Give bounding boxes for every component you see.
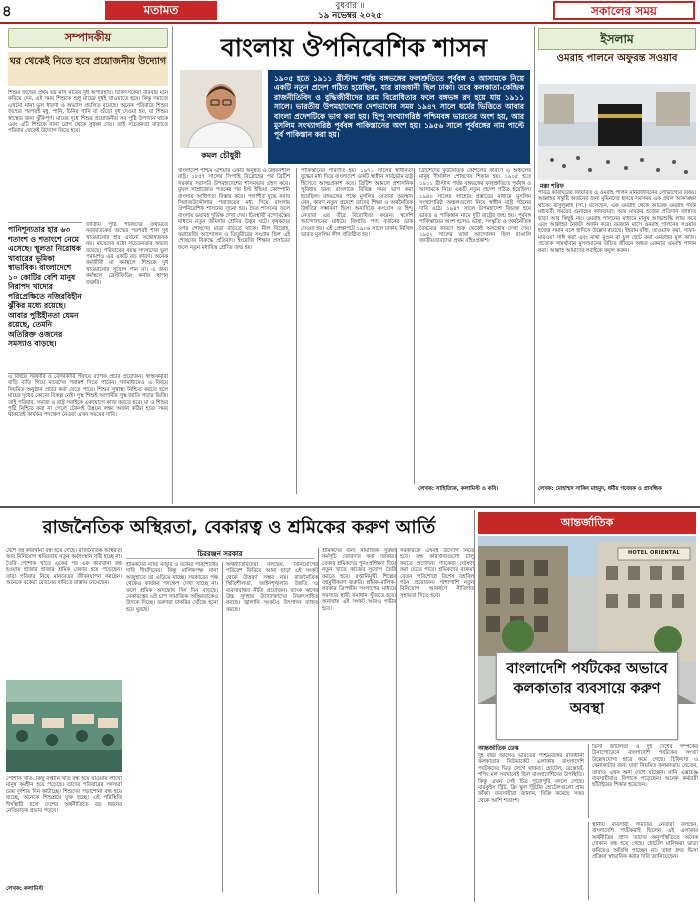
feature-lead-box: ১৯০৫ হতে ১৯১১ খ্রীস্টাব্দ পর্যন্ত বঙ্গভঙ্গের ফলশ্রুতিতে পূর্ববঙ্গ ও আসামকে নিয়ে একটি নতুন প্রদেশ গঠিত হয়েছিল, যার রাজধানী ছিল ঢাকা। তবে কলকাতা-কেন্দ্রিক রাজনীতিবিদ ও বুদ্ধিজীবীদের চরম বিরোধিতার ফলে বঙ্গভঙ্গ রদ হয়ে যায় ১৯১১ সালে। ভারতীয় উপমহাদেশের দেশভাগের সময় ১৯৪৭ সালে ধর্মের ভিত্তিতে আবার বাংলা প্রদেশটিকে ভাগ করা হয়। হিন্দু সংখ্যাগরিষ্ঠ পশ্চিমবঙ্গ ভারতের অংশ হয়, আর মুসলিম সংখ্যাগরিষ্ঠ পূর্ববঙ্গ পাকিস্তানের অংশ হয়। ১৯৫৬ সালে পূর্ববঙ্গের নাম পাল্টে পূর্ব পাকিস্তান করা হয়। [268,70,530,164]
kaaba-icon [538,84,696,180]
issue-day: বুধবার ॥ [335,1,365,11]
labor-author: চিররঞ্জন সরকার [126,548,314,559]
labor-column-4: শ্রমিকদের জন্য সামাজিক সুরক্ষা কর্মসূচি জোরদার করা দরকার। বেকার শ্রমিকদের পুনঃপ্রশিক্ষণ দিয়ে নতুন খাতে কাজের সুযোগ তৈরি করতে হবে। রপ্তানিমুখী শিল্পের বহুমুখীকরণ জরুরি। শ্রমিক-মালিক-সরকার ত্রিপক্ষীয় সংলাপের মাধ্যমে সমস্যার স্থায়ী সমাধান খুঁজতে হবে। অন্যথায় এই সংকট আরও গভীর হবে। [318,548,396,894]
column-divider [474,510,475,902]
author-portrait-icon [180,70,262,148]
editorial-heading: সম্পাদকীয় [8,28,168,48]
feature-author: কমল চৌধুরী [201,151,241,160]
section-divider [0,506,700,508]
islam-footer: লেখক: মোহাম্মদ সাকিব মাহমুদ, ধর্মীয় গবেষক ও প্রাবন্ধিক [538,486,662,492]
hotel-sign-text: HOTEL ORIENTAL [627,550,681,556]
feature-column-1: বাংলাদেশ পশ্চিম এশিয়ার একটি অনুন্নত ও উন্নয়নশীল রাষ্ট্র। ১৮৫৭ সালের সিপাহি বিদ্রোহের পর ব্রিটিশ সরকার সরাসরি উপমহাদেশের শাসনভার গ্রহণ করে। মুঘল সাম্রাজ্যের পতনের পর ইস্ট ইন্ডিয়া কোম্পানি বাংলায় আধিপত্য বিস্তার করে। পলাশীর যুদ্ধে নবাব সিরাজউদ্দৌলার পরাজয়ের মধ্য দিয়ে বাংলায় ঔপনিবেশিক শাসনের সূচনা হয়। দ্বৈত শাসনের ফলে বাংলায় ভয়াবহ দুর্ভিক্ষ দেখা দেয়। চিরস্থায়ী বন্দোবস্তের মাধ্যমে নতুন জমিদার শ্রেণির উদ্ভব ঘটে। কৃষকদের ওপর শোষণের মাত্রা বাড়তে থাকে। নীল বিদ্রোহ, ফরায়েজি আন্দোলন ও তিতুমীরের সংগ্রাম ছিল এই শোষণের বিরুদ্ধে প্রতিবাদ। ইংরেজি শিক্ষার প্রসারের ফলে নতুন মধ্যবিত্ত শ্রেণির জন্ম হয়। [178,168,290,251]
islam-body: পবিত্র কাবাঘরের জিয়ারত ও ওমরাহ পালন মানবজীবনের সৌভাগ্যের বিষয়। আল্লাহর সন্তুষ্টি অর্জনের জন্য মুমিনদের হৃদয়ে সবসময় এক প্রবল আকাঙ্ক্ষা থাকে। রাসুলুল্লাহ (সা.) বলেছেন, এক ওমরাহ থেকে আরেক ওমরাহ পর্যন্ত মধ্যবর্তী সময়ের গুনাহের কাফফারা। আর মাবরুর হজের প্রতিদান জান্নাত ছাড়া আর কিছুই নয়। ওমরাহ পালনের মাধ্যমে মানুষ আত্মশুদ্ধি লাভ করে এবং আল্লাহর নৈকট্য অর্জন করে। রমজান মাসে ওমরাহ পালনের সওয়াব হজের সমান বলে হাদিসে উল্লেখ রয়েছে। ইহরাম বাঁধা, তাওয়াফ করা, সাফা-মারওয়া সাঈ করা এবং মাথা মুণ্ডন বা চুল ছোট করা ওমরাহর মূল কাজ। প্রত্যেক সামর্থ্যবান মুসলমানের উচিত জীবনে অন্তত একবার ওমরাহ পালন করা। আল্লাহ আমাদের সবাইকে কবুল করুন। [538,190,696,254]
labor-bottom-text: পোশাক খাত, কিছু রপ্তানি খাত বন্ধ হয়ে যাওয়ায় লাখো মানুষ কর্মহীন হয়ে পড়েছে। তাদের পরিবারের সদস্যরা চরম দুর্দশায় দিন কাটাচ্ছে। শিশুদের পড়াশোনা বন্ধ হয়ে যাচ্ছে, অনেকে শিশুশ্রমে যুক্ত হচ্ছে। এই পরিস্থিতি দীর্ঘস্থায়ী হলে দেশের অর্থনীতিতে বড় ধরনের নেতিবাচক প্রভাব পড়বে। [6,776,122,815]
international-title: বাংলাদেশি পর্যটকের অভাবে কলকাতার ব্যবসায়ে করুণ অবস্থা [496,652,678,740]
page-number: ৪ [2,2,12,20]
feature-column-3: ব্রিটিশদের কূটনৈতিক কৌশলের কারণে এ অঞ্চলের মানুষ দীর্ঘকাল শোষণের শিকার হয়। ১৯০৫ হতে ১৯১১ খ্রীস্টাব্দ পর্যন্ত বঙ্গভঙ্গের ফলশ্রুতিতে পূর্ববঙ্গ ও আসামকে নিয়ে একটি নতুন প্রদেশ গঠিত হয়েছিল। ১৯৪০ সালের লাহোর প্রস্তাবের মাধ্যমে মুসলিম সংখ্যাগরিষ্ঠ অঞ্চলগুলো নিয়ে স্বাধীন রাষ্ট্র গঠনের দাবি ওঠে। ১৯৪৭ সালে উপমহাদেশ বিভক্ত হয়ে ভারত ও পাকিস্তান নামে দুটি রাষ্ট্রের জন্ম হয়। পূর্ববঙ্গ পাকিস্তানের অংশ হলেও ভাষা, সংস্কৃতি ও অর্থনৈতিক বৈষম্যের কারণে শুরু থেকেই অসন্তোষ দেখা দেয়। ১৯৫২ সালের ভাষা আন্দোলন ছিল বাঙালি জাতীয়তাবাদের প্রথম বহিঃপ্রকাশ। [414,168,531,484]
column-divider [534,26,535,504]
international-column-1: দুই বছর আগেও ভারতের পশ্চিমবঙ্গের রাজধানী কলকাতার নিউমার্কেট এলাকায় বাংলাদেশি পর্যটকদের ভিড় লেগে থাকত। হোটেল, রেস্তোরাঁ, শপিং মল সবখানেই ছিল বাংলাদেশিদের উপস্থিতি। কিন্তু এখন সেই চিত্র পুরোপুরি বদলে গেছে। মারকুইস স্ট্রিট, ফ্রি স্কুল স্ট্রিটের হোটেলগুলো প্রায় ফাঁকা। ব্যবসায়ীরা জানান, বিক্রি কমেছে সত্তর থেকে আশি শতাংশ। [478,753,584,804]
newspaper-brand: সকালের সময় [553,1,695,20]
international-column-3: স্থানীয় ব্যবসায়ী সমিতির নেতারা বলছেন, বাংলাদেশি পর্যটকরাই ছিলেন এই এলাকার অর্থনীতির প্রাণ। তাদের অনুপস্থিতিতে অনেক দোকান বন্ধ হয়ে গেছে। হোটেল মালিকরা ভাড়া কমিয়েও অতিথি পাচ্ছেন না। তারা দ্রুত ভিসা প্রক্রিয়া স্বাভাবিক করার দাবি জানিয়েছেন। [588,822,698,900]
editorial-side-text: জাতীয় পুষ্টি পরিষদের তথ্যমতে নবজাতকের জন্মের পরপরই শাল দুধ খাওয়ানোর হার এখনো সন্তোষজনক নয়। মায়েদের মধ্যে সচেতনতার অভাব রয়েছে। পরিবারের বয়স্ক সদস্যদের ভুল পরামর্শও এর একটি বড় কারণ। অনেক কর্মজীবী মা কর্মস্থলে শিশুকে দুধ খাওয়ানোর সুযোগ পান না। এ জন্য কর্মস্থলে ব্রেস্টফিডিং কর্নার স্থাপন জরুরি। [86,222,168,286]
section-label: মতামত [105,1,217,20]
international-column-2: ভিসা জটিলতা ও দুই দেশের সম্পর্কের টানাপোড়েনে বাংলাদেশি পর্যটকের সংখ্যা উল্লেখযোগ্য হারে কমে গেছে। চিকিৎসা ও কেনাকাটার জন্য যারা নিয়মিত কলকাতায় যেতেন, তারাও এখন অন্য দেশে যাচ্ছেন। মানি এক্সচেঞ্জ ব্যবসায়ীরাও বিপাকে পড়েছেন। অনেক কর্মচারী ছাঁটাইয়ের শিকার হয়েছেন। [588,744,698,818]
editorial-body: শিশুর জন্মের প্রথম ছয় মাস মায়ের দুধ অপরিহার্য। চিকিৎসকেরা বারবার মনে করিয়ে দেন, এই সময় শিশুকে শুধু মায়ের দুধই খাওয়াতে হবে। কিন্তু সমাজে এখনো নানা ভুল ধারণা ও অভ্যাস প্রচলিত রয়েছে। অনেক পরিবারে শিশুর জন্মের পরপরই মধু, পানি, চিনির পানি বা গুঁড়ো দুধ দেওয়া হয়, যা শিশুর স্বাস্থ্যের জন্য ঝুঁকিপূর্ণ। মায়ের দুধে শিশুর প্রয়োজনীয় সব পুষ্টি উপাদান থাকে এবং এটি শিশুকে নানা রোগ থেকে সুরক্ষা দেয়। তাই সচেতনতা বাড়াতে পরিবার থেকেই উদ্যোগ নিতে হবে। [8,90,168,135]
editorial-body-continued: এ বিষয়ে সরকারি ও বেসরকারি পর্যায়ে ব্যাপক প্রচার প্রয়োজন। স্বাস্থ্যকর্মীরা বাড়ি বাড়ি গিয়ে মায়েদের পরামর্শ দিতে পারেন। গণমাধ্যমেও এ বিষয়ে নিয়মিত অনুষ্ঠান প্রচার করা যেতে পারে। শিশুর সুস্বাস্থ্য নিশ্চিত করতে হলে মায়ের দুধের কোনো বিকল্প নেই। সুস্থ শিশুই আগামীর সুস্থ জাতি গড়ার ভিত্তি। তাই পরিবার, সমাজ ও রাষ্ট্র সবাইকে একযোগে কাজ করতে হবে। মা ও শিশুর পুষ্টি নিশ্চিত করা না গেলে টেকসই উন্নয়ন লক্ষ্য অর্জন কঠিন হবে। সময় থাকতেই কার্যকর পদক্ষেপ নেওয়া এখন সময়ের দাবি। [8,374,168,419]
factory-workers-icon [6,680,122,772]
labor-column-5: সরকারকে এখনই উদ্যোগ নিতে হবে। বন্ধ কারখানাগুলো চালু করতে প্রণোদনা প্যাকেজ ঘোষণা করা যেতে পারে। শ্রমিকদের বকেয়া বেতন পরিশোধে বিশেষ তহবিল গঠন প্রয়োজন। পাশাপাশি নতুন বিনিয়োগ আকর্ষণে নীতিগত সহায়তা দিতে হবে। [396,548,474,894]
labor-title: রাজনৈতিক অস্থিরতা, বেকারত্ব ও শ্রমিকের করুণ আর্তি [42,517,436,538]
islam-photo-caption: মক্কা শরিফ [540,184,564,190]
issue-date-text: ১৯ নভেম্বর ২০২৫ [318,11,382,21]
feature-title: বাংলায় ঔপনিবেশিক শাসন [220,33,488,62]
author-photo [180,70,262,148]
international-byline: আন্তর্জাতিক ডেস্ক [478,746,519,752]
column-divider [172,26,173,504]
editorial-pullquote: পানিশূন্যতার হার ৬৩ শতাংশ ও শতাংশে নেমে এসেছে। স্থূলতা নিরোধক খাবারের ভূমিকা স্বাভাবিক। বাংলাদেশে ১০ কোটির বেশি মানুষ নিরাপদ খাদ্যের পরিপ্রেক্ষিতে নজিরবিহীন ঝুঁকির মধ্যে রয়েছে। আবার পুষ্টিহীনতা যেমন রয়েছে, তেমনি অতিরিক্ত ওজনের সমস্যাও বাড়ছে। [8,222,82,374]
kaaba-photo [538,84,696,180]
islam-title: ওমরাহ পালনে অফুরন্ত সওয়াব [556,53,678,64]
labor-column-2: শ্রমিকদের ন্যায্য মজুরি ও বকেয়া পরিশোধের দাবি দীর্ঘদিনের। কিন্তু মালিকপক্ষ নানা অজুহাতে তা এড়িয়ে যাচ্ছে। সরকারের পক্ষ থেকেও কার্যকর পদক্ষেপ দেখা যাচ্ছে না। ফলে শ্রমিক অসন্তোষ দিন দিন বাড়ছে। বেকারত্বের এই চাপ সামাজিক অস্থিরতাকেও উসকে দিচ্ছে। তরুণরা চাকরির খোঁজে হন্যে হয়ে ঘুরছে। [126,562,218,613]
labor-column-1: দেশে বহু কারখানা বন্ধ হয়ে গেছে। রাজনৈতিক অস্থিরতা আর বিনিয়োগ স্থবিরতায় নতুন কর্মসংস্থান সৃষ্টি হচ্ছে না। তৈরি পোশাক খাতে একের পর এক কারখানা বন্ধ হওয়ায় হাজার হাজার শ্রমিক বেকার হয়ে পড়েছেন। তারা পরিবার নিয়ে মানবেতর জীবনযাপন করছেন। অনেকে বকেয়া বেতনের দাবিতে রাস্তায় নেমেছেন। [6,548,122,587]
feature-column-2: পাকিস্তানের পরিণতি হয়। ১৯৭১ সালের স্বাধীনতা যুদ্ধের মধ্য দিয়ে বাংলাদেশ একটি স্বাধীন সার্বভৌম রাষ্ট্র হিসেবে আত্মপ্রকাশ করে। ব্রিটিশ আমলে প্রশাসনিক সুবিধার জন্য বাংলাকে বিভিন্ন সময় ভাগ করা হয়েছিল। বঙ্গভঙ্গের পক্ষে মুসলিম নেতারা অবস্থান নেন, কারণ নতুন প্রদেশে তাদের শিক্ষা ও অর্থনৈতিক উন্নতির সম্ভাবনা ছিল। অন্যদিকে কংগ্রেস ও হিন্দু নেতারা এর তীব্র বিরোধিতা করেন। স্বদেশি আন্দোলনের মাধ্যমে বিলাতি পণ্য বর্জনের ডাক দেওয়া হয়। এই প্রেক্ষাপটে ১৯০৬ সালে ঢাকায় নিখিল ভারত মুসলিম লীগ প্রতিষ্ঠিত হয়। [296,168,413,494]
garment-factory-photo [6,680,122,772]
labor-footer: লেখক: কলামিস্ট [6,886,44,892]
labor-column-3: অর্থনীতিবিদেরা বলছেন, বিনিয়োগের পরিবেশ ফিরিয়ে আনা ছাড়া এই সংকট থেকে উত্তরণ সম্ভব নয়। রাজনৈতিক স্থিতিশীলতা, আইনশৃঙ্খলার উন্নতি ও ব্যবসাবান্ধব নীতি প্রয়োজন। ব্যাংক ঋণের উচ্চ সুদহার উদ্যোক্তাদের নিরুৎসাহিত করছে। জ্বালানি সংকটও উৎপাদন ব্যাহত করছে। [222,562,318,892]
international-heading: আন্তর্জাতিক [478,512,696,534]
editorial-title: ঘর থেকেই নিতে হবে প্রয়োজনীয় উদ্যোগ [8,52,168,86]
islam-heading: ইসলাম [538,28,696,50]
issue-date [275,1,425,21]
feature-footer: লেখক: সাহিত্যিক, কলামিস্ট ও কবি। [418,486,499,492]
